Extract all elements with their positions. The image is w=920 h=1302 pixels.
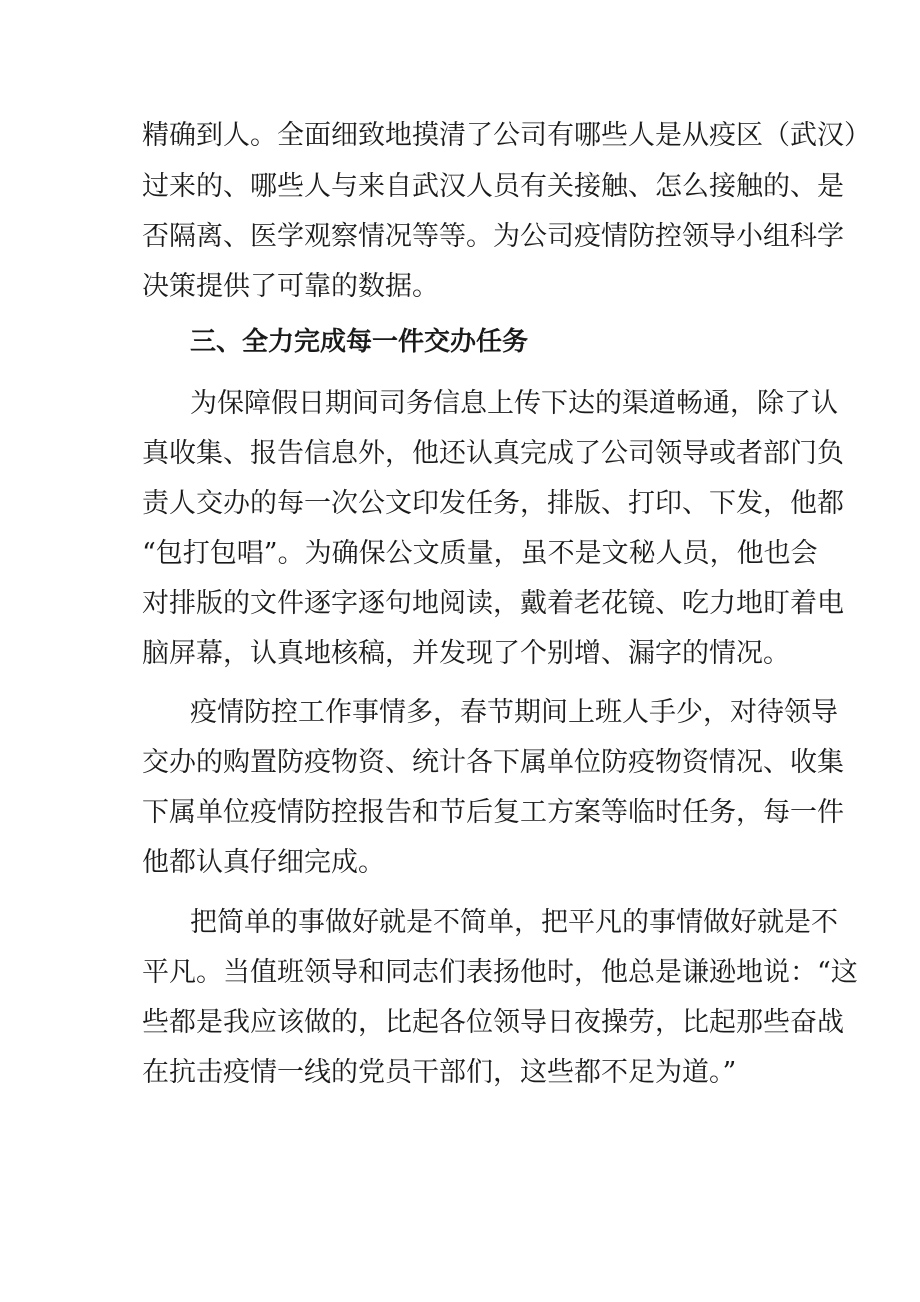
- paragraph-2-line-6: 脑屏幕，认真地核稿，并发现了个别增、漏字的情况。: [142, 638, 790, 669]
- paragraph-1-line-1: 精确到人。全面细致地摸清了公司有哪些人是从疫区（武汉）: [142, 120, 871, 151]
- paragraph-2-line-4: “包打包唱”。为确保公文质量，虽不是文秘人员，他也会: [142, 538, 818, 569]
- paragraph-2-line-5: 对排版的文件逐字逐句地阅读，戴着老花镜、吃力地盯着电: [142, 588, 844, 619]
- paragraph-1-line-2: 过来的、哪些人与来自武汉人员有关接触、怎么接触的、是: [142, 171, 844, 202]
- paragraph-3-line-1: 疫情防控工作事情多，春节期间上班人手少，对待领导: [190, 697, 838, 728]
- paragraph-2-line-2: 真收集、报告信息外，他还认真完成了公司领导或者部门负: [142, 438, 844, 469]
- section-heading: 三、全力完成每一件交办任务: [190, 327, 529, 357]
- paragraph-2-line-1: 为保障假日期间司务信息上传下达的渠道畅通，除了认: [190, 388, 838, 419]
- paragraph-4-line-4: 在抗击疫情一线的党员干部们，这些都不足为道。”: [142, 1057, 737, 1088]
- paragraph-3-line-2: 交办的购置防疫物资、统计各下属单位防疫物资情况、收集: [142, 747, 844, 778]
- paragraph-4-line-2: 平凡。当值班领导和同志们表扬他时，他总是谦逊地说：“这: [142, 957, 858, 988]
- paragraph-4-line-3: 些都是我应该做的，比起各位领导日夜操劳，比起那些奋战: [142, 1007, 844, 1038]
- paragraph-3-line-4: 他都认真仔细完成。: [142, 847, 385, 878]
- paragraph-4-line-1: 把简单的事做好就是不简单，把平凡的事情做好就是不: [190, 907, 838, 938]
- paragraph-2-line-3: 责人交办的每一次公文印发任务，排版、打印、下发，他都: [142, 488, 844, 519]
- paragraph-3-line-3: 下属单位疫情防控报告和节后复工方案等临时任务，每一件: [142, 797, 844, 828]
- paragraph-1-line-4: 决策提供了可靠的数据。: [142, 271, 439, 302]
- paragraph-1-line-3: 否隔离、医学观察情况等等。为公司疫情防控领导小组科学: [142, 221, 844, 252]
